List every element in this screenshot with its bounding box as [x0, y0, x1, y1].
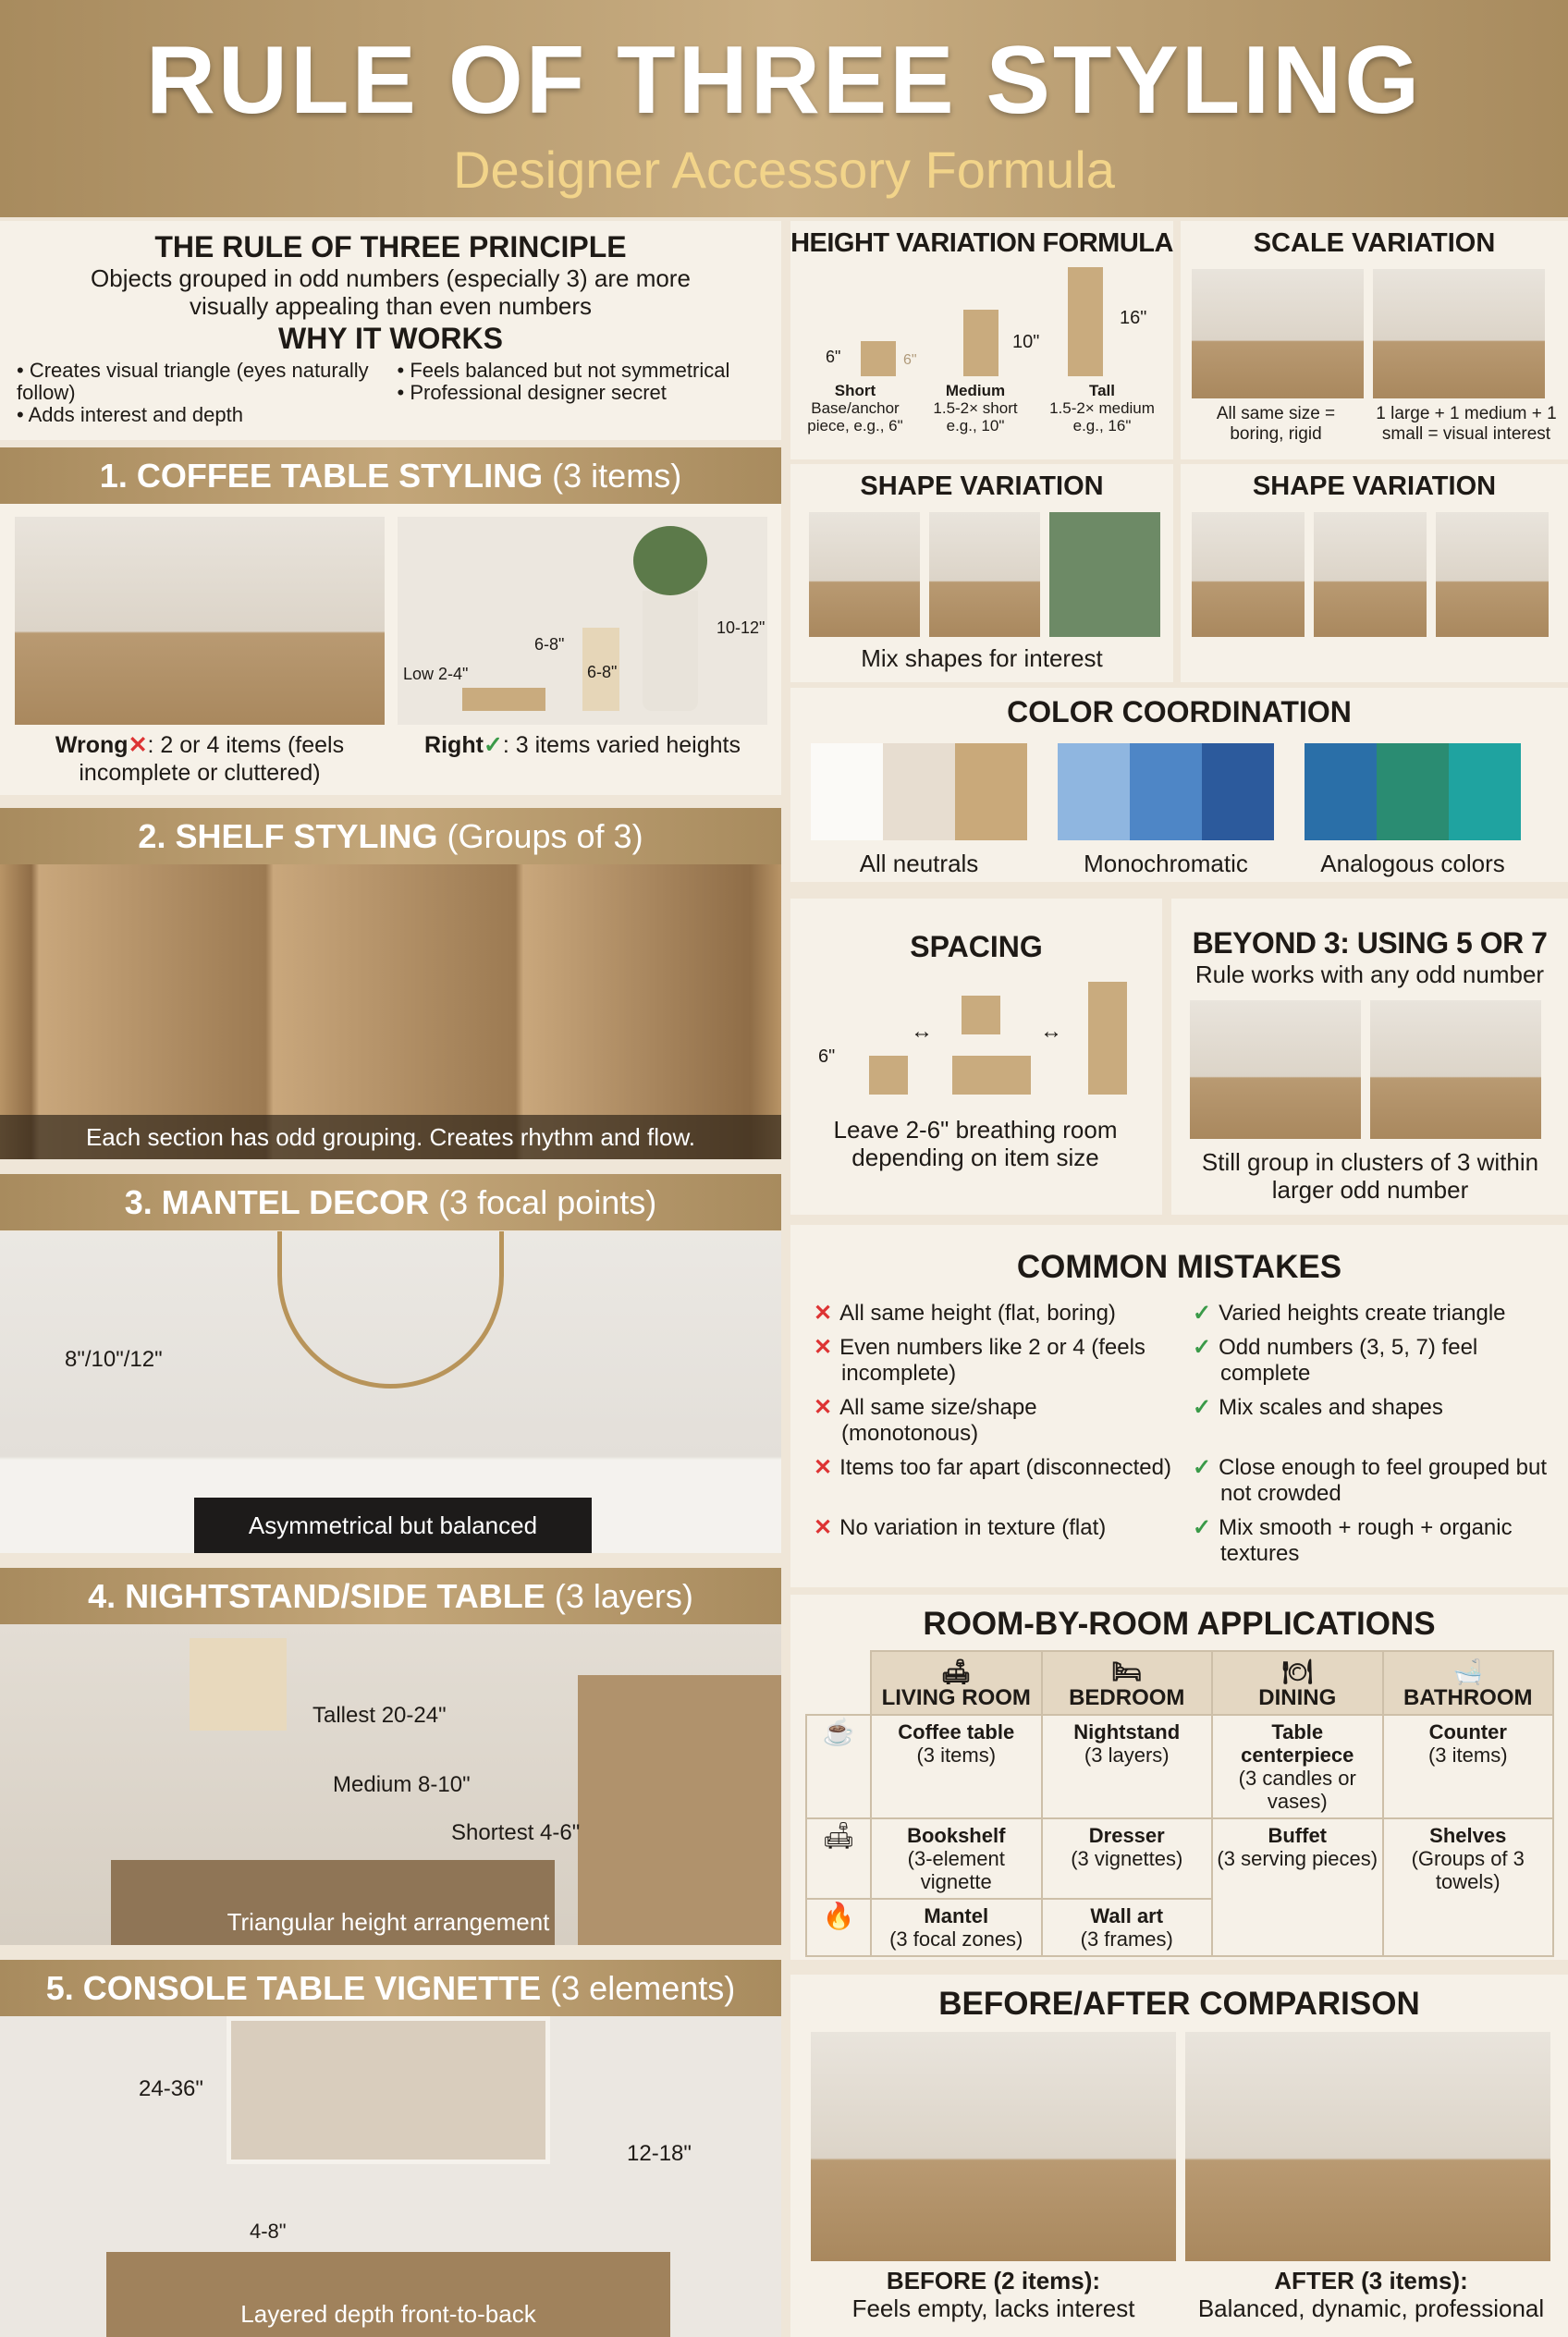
col-dining: 🍽 DINING — [1212, 1651, 1383, 1715]
color-group-label: Analogous colors — [1320, 850, 1505, 877]
page-title: RULE OF THREE STYLING — [145, 27, 1423, 134]
spacing-dim: 6" — [818, 1046, 836, 1067]
color-group-label: All neutrals — [859, 850, 979, 877]
medium-label: Medium 8-10" — [333, 1772, 471, 1797]
console-caption: Layered depth front-to-back — [240, 2300, 536, 2328]
coffee-header: 1. COFFEE TABLE STYLING (3 items) — [0, 447, 781, 504]
shortest-label: Shortest 4-6" — [451, 1820, 581, 1845]
principle-panel — [0, 221, 781, 440]
fix-item: ✓ Mix smooth + rough + organic textures — [1193, 1515, 1513, 1566]
fix-item: ✓ Odd numbers (3, 5, 7) feel complete — [1193, 1335, 1478, 1386]
shape-panel-2 — [1181, 464, 1568, 682]
shape-title: SHAPE VARIATION — [1252, 471, 1497, 501]
color-title: COLOR COORDINATION — [1007, 695, 1352, 728]
color-group — [811, 743, 1027, 877]
dim-tall: 10-12" — [717, 618, 766, 637]
before-photo — [811, 2032, 1176, 2261]
scale-right-caption: 1 large + 1 medium + 1 small = visual interest — [1376, 404, 1557, 444]
x-icon: ✕ — [814, 1515, 833, 1540]
tall-item: Tall 1.5-2× medium e.g., 16" — [1049, 382, 1155, 434]
tallest-label: Tallest 20-24" — [312, 1703, 447, 1728]
principle-title: THE RULE OF THREE PRINCIPLE — [154, 230, 627, 263]
mantel-caption: Asymmetrical but balanced — [194, 1498, 592, 1553]
x-icon: ✕ — [814, 1395, 833, 1420]
color-swatch — [1377, 743, 1449, 840]
lamp — [190, 1638, 287, 1731]
col-living: 🛋 LIVING ROOM — [871, 1651, 1042, 1715]
shelf-photo — [0, 864, 781, 1159]
console-header: 5. CONSOLE TABLE VIGNETTE (3 elements) — [0, 1960, 781, 2016]
fix-item: ✓ Close enough to feel grouped but not crowded — [1193, 1455, 1548, 1506]
arrow-icon: ↔ — [1040, 1019, 1062, 1044]
height-title: HEIGHT VARIATION FORMULA — [790, 228, 1173, 258]
mantel-header: 3. MANTEL DECOR (3 focal points) — [0, 1174, 781, 1230]
beforeafter-panel — [790, 1975, 1568, 2337]
check-icon: ✓ — [1193, 1455, 1212, 1480]
spacing-caption: Leave 2-6" breathing room depending on item size — [833, 1116, 1118, 1171]
round-mirror — [277, 1231, 504, 1389]
bullet-column — [17, 360, 385, 426]
short-dim: 6" — [826, 348, 841, 366]
bullet: • Creates visual triangle (eyes naturally follow) — [17, 359, 369, 404]
check-icon: ✓ — [1193, 1335, 1212, 1360]
color-swatch — [1058, 743, 1130, 840]
coffee-panel — [0, 504, 781, 795]
short-item: Short Base/anchor piece, e.g., 6" — [807, 382, 903, 434]
color-swatch — [883, 743, 955, 840]
medium-item: Medium 1.5-2× short e.g., 10" — [933, 382, 1018, 434]
scale-title: SCALE VARIATION — [1253, 228, 1496, 258]
shape-title: SHAPE VARIATION — [860, 471, 1104, 501]
check-icon: ✓ — [1193, 1515, 1212, 1540]
color-swatch — [811, 743, 883, 840]
color-swatch — [1202, 743, 1274, 840]
mantel-dims: 8"/10"/12" — [65, 1347, 163, 1372]
mistake-item: ✕ All same height (flat, boring) — [814, 1301, 1116, 1326]
color-swatch — [1130, 743, 1202, 840]
coffee-wrong-photo — [15, 517, 385, 725]
spacing-title: SPACING — [910, 930, 1043, 963]
bullet: • Adds interest and depth — [17, 403, 243, 426]
medium-dim: 10" — [1012, 332, 1040, 352]
header — [0, 0, 1568, 217]
beyond-subtitle: Rule works with any odd number — [1194, 960, 1545, 988]
color-group — [1058, 743, 1274, 877]
mistakes-title: COMMON MISTAKES — [1016, 1249, 1342, 1285]
scale-panel — [1181, 221, 1568, 459]
beyond-panel — [1171, 899, 1568, 1215]
color-panel — [790, 688, 1568, 882]
beyond-title: BEYOND 3: USING 5 OR 7 — [1192, 926, 1548, 960]
mantel-photo — [0, 1231, 781, 1553]
small-dim: 4-8" — [250, 2220, 287, 2243]
bullet-list — [0, 360, 781, 426]
beforeafter-title: BEFORE/AFTER COMPARISON — [938, 1986, 1420, 2022]
arrow-icon: ↔ — [911, 1019, 933, 1044]
mistakes-panel — [790, 1225, 1568, 1587]
coffee-right-text: Right✓: 3 items varied heights — [424, 732, 741, 758]
bed-icon: 🛏 — [1111, 1658, 1143, 1685]
bathtub-icon: 🛁 — [1452, 1658, 1483, 1685]
plant-dim: 12-18" — [627, 2141, 692, 2166]
rooms-table: 🛋 LIVING ROOM 🛏 BEDROOM 🍽 DINING 🛁 BATHROOM ☕ Coffee table (3 items) Nightstand (3 layers) Table centerpiece (3 candles or vases) Counter (3 items) 🛋 Bookshelf (3-element vignette Dresser (3 vignettes) Buffet (3 serving pieces) Shelves (Groups of 3 towels) 🔥 Mantel (3 focal zones) Wall art (3 frames) — [805, 1650, 1554, 1957]
mistake-item: ✕ Items too far apart (disconnected) — [814, 1455, 1171, 1480]
after-photo — [1185, 2032, 1550, 2261]
check-icon: ✓ — [1193, 1301, 1212, 1326]
x-icon: ✕ — [814, 1335, 833, 1360]
art-dim: 24-36" — [139, 2076, 203, 2101]
mistake-item: ✕ Even numbers like 2 or 4 (feels incomplete) — [814, 1335, 1145, 1386]
spacing-panel — [790, 899, 1162, 1215]
bullet-column — [398, 360, 766, 426]
x-icon: ✕ — [814, 1455, 833, 1480]
dining-icon: 🍽 — [1281, 1658, 1313, 1685]
col-bathroom: 🛁 BATHROOM — [1383, 1651, 1554, 1715]
shape-panel-1 — [790, 464, 1173, 682]
fix-item: ✓ Mix scales and shapes — [1193, 1395, 1443, 1420]
nightstand-photo — [0, 1624, 781, 1945]
color-swatch — [1305, 743, 1377, 840]
check-icon: ✓ — [1193, 1395, 1212, 1420]
tall-dim: 16" — [1120, 308, 1147, 328]
dim-low: Low 2-4" — [403, 665, 469, 683]
col-bedroom: 🛏 BEDROOM — [1042, 1651, 1213, 1715]
color-group — [1305, 743, 1521, 877]
x-icon: ✕ — [128, 732, 148, 758]
color-swatch — [955, 743, 1027, 840]
page-subtitle: Designer Accessory Formula — [453, 141, 1115, 199]
color-swatch — [1449, 743, 1521, 840]
mistake-item: ✕ No variation in texture (flat) — [814, 1515, 1107, 1540]
fix-item: ✓ Varied heights create triangle — [1193, 1301, 1506, 1326]
height-panel — [790, 221, 1173, 459]
shelf-caption: Each section has odd grouping. Creates rhythm and flow. — [0, 1115, 781, 1159]
shape-caption: Mix shapes for interest — [861, 644, 1103, 672]
coffee-right-diagram — [398, 517, 767, 725]
before-caption: BEFORE (2 items): Feels empty, lacks interest — [851, 2267, 1135, 2322]
scale-left-caption: All same size = boring, rigid — [1216, 404, 1336, 444]
nightstand-caption: Triangular height arrangement — [227, 1908, 550, 1936]
mistake-item: ✕ All same size/shape (monotonous) — [814, 1395, 1037, 1446]
bullet: • Professional designer secret — [397, 381, 667, 404]
bullet: • Feels balanced but not symmetrical — [397, 359, 730, 382]
beyond-caption: Still group in clusters of 3 within larger odd number — [1201, 1148, 1539, 1204]
rooms-title: ROOM-BY-ROOM APPLICATIONS — [923, 1606, 1436, 1642]
shelf-header: 2. SHELF STYLING (Groups of 3) — [0, 808, 781, 864]
rooms-panel — [790, 1595, 1568, 1960]
sofa-icon: 🛋 — [806, 1818, 871, 1899]
why-title: WHY IT WORKS — [278, 322, 503, 355]
table-icon: ☕ — [806, 1715, 871, 1818]
short-dim-2: 6" — [903, 352, 917, 368]
dim-mid2: 6-8" — [587, 663, 618, 681]
check-icon: ✓ — [483, 732, 503, 758]
console-photo — [0, 2016, 781, 2337]
color-group-label: Monochromatic — [1084, 850, 1248, 877]
x-icon: ✕ — [814, 1301, 833, 1326]
living-room-icon: 🛋 — [940, 1658, 972, 1685]
fireplace-icon: 🔥 — [806, 1899, 871, 1956]
wall-art — [227, 2016, 550, 2164]
principle-text: Objects grouped in odd numbers (especially 3) are more visually appealing than even numbers — [91, 264, 691, 320]
dim-mid: 6-8" — [534, 635, 565, 654]
after-caption: AFTER (3 items): Balanced, dynamic, professional — [1197, 2267, 1545, 2322]
coffee-wrong-text: Wrong✕: 2 or 4 items (feels incomplete or cluttered) — [55, 732, 345, 786]
mistakes-list — [814, 1301, 1553, 1567]
nightstand-header: 4. NIGHTSTAND/SIDE TABLE (3 layers) — [0, 1568, 781, 1624]
